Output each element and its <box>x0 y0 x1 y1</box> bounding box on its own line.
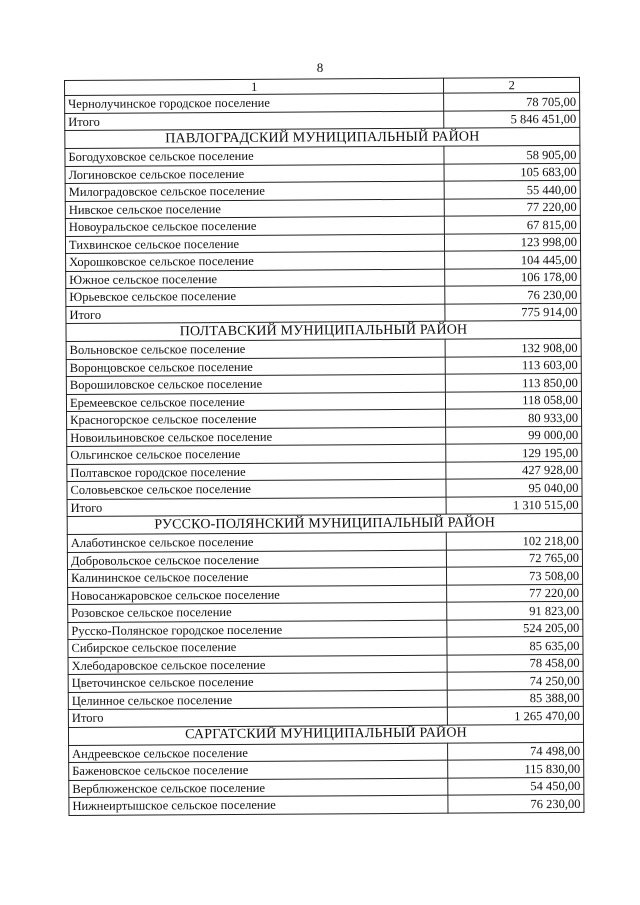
district-title: РУССКО-ПОЛЯНСКИЙ МУНИЦИПАЛЬНЫЙ РАЙОН <box>67 513 582 534</box>
table-body <box>65 77 584 815</box>
settlement-name: Милоградовское сельское поселение <box>65 181 444 201</box>
district-title: ПОЛТАВСКИЙ МУНИЦИПАЛЬНЫЙ РАЙОН <box>66 320 581 341</box>
amount-value: 78 458,00 <box>447 654 583 672</box>
settlement-name: Нижнеиртышское сельское поселение <box>69 795 448 815</box>
amount-value: 105 683,00 <box>444 163 580 181</box>
amount-value: 74 498,00 <box>448 742 584 760</box>
settlement-name: Полтавское городское поселение <box>67 462 446 482</box>
settlement-name: Добровольское сельское поселение <box>67 550 446 570</box>
amount-value: 95 040,00 <box>446 478 582 496</box>
settlement-name: Богодуховское сельское поселение <box>65 146 444 166</box>
settlement-name: Русско-Полянское городское поселение <box>68 620 447 640</box>
amount-value: 5 846 451,00 <box>444 110 580 128</box>
amount-value: 77 220,00 <box>445 198 581 216</box>
settlement-name: Красногорское сельское поселение <box>67 409 446 429</box>
amount-value: 85 388,00 <box>448 689 584 707</box>
column-header-2: 2 <box>444 77 580 93</box>
settlement-name: Ольгинское сельское поселение <box>67 444 446 464</box>
settlement-name: Логиновское сельское поселение <box>65 164 444 184</box>
amount-value: 73 508,00 <box>447 566 583 584</box>
amount-value: 55 440,00 <box>445 180 581 198</box>
settlement-name: Новосанжаровское сельское поселение <box>68 585 447 605</box>
amount-value: 123 998,00 <box>445 233 581 251</box>
amount-value: 104 445,00 <box>445 250 581 268</box>
settlement-name: Соловьевское сельское поселение <box>67 479 446 499</box>
amount-value: 524 205,00 <box>447 619 583 637</box>
settlement-name: Новоуральское сельское поселение <box>65 216 444 236</box>
amount-value: 77 220,00 <box>447 584 583 602</box>
amount-value: 76 230,00 <box>448 794 584 812</box>
settlement-name: Целинное сельское поселение <box>68 690 447 710</box>
settlement-name: Сибирское сельское поселение <box>68 637 447 657</box>
amount-value: 1 310 515,00 <box>446 496 582 514</box>
settlement-name: Цветочинское сельское поселение <box>68 672 447 692</box>
district-title: САРГАТСКИЙ МУНИЦИПАЛЬНЫЙ РАЙОН <box>68 724 583 745</box>
settlement-name: Воронцовское сельское поселение <box>66 357 445 377</box>
amount-value: 118 058,00 <box>446 391 582 409</box>
settlement-name: Юрьевское сельское поселение <box>66 286 445 306</box>
page-number: 8 <box>316 60 324 75</box>
settlement-name: Итого <box>65 111 444 131</box>
table-row <box>69 794 584 815</box>
settlement-name: Баженовское сельское поселение <box>69 760 448 780</box>
amount-value: 72 765,00 <box>447 549 583 567</box>
amount-value: 67 815,00 <box>445 215 581 233</box>
column-header-1: 1 <box>65 78 444 95</box>
settlement-name: Ворошиловское сельское поселение <box>66 374 445 394</box>
settlement-name: Калининское сельское поселение <box>67 567 446 587</box>
settlement-name: Тихвинское сельское поселение <box>65 234 444 254</box>
amount-value: 427 928,00 <box>446 461 582 479</box>
amount-value: 132 908,00 <box>445 338 581 356</box>
amount-value: 76 230,00 <box>445 285 581 303</box>
amount-value: 80 933,00 <box>446 408 582 426</box>
amount-value: 85 635,00 <box>447 636 583 654</box>
settlement-name: Вольновское сельское поселение <box>66 339 445 359</box>
amount-value: 91 823,00 <box>447 601 583 619</box>
amount-value: 113 850,00 <box>446 373 582 391</box>
amount-value: 113 603,00 <box>446 356 582 374</box>
settlement-name: Южное сельское поселение <box>66 269 445 289</box>
settlement-name: Алаботинское сельское поселение <box>67 532 446 552</box>
settlement-name: Верблюженское сельское поселение <box>69 778 448 798</box>
amount-value: 102 218,00 <box>447 531 583 549</box>
settlement-name: Хлебодаровское сельское поселение <box>68 655 447 675</box>
settlement-name: Итого <box>66 304 445 324</box>
amount-value: 58 905,00 <box>444 145 580 163</box>
settlement-name: Новоильиновское сельское поселение <box>67 427 446 447</box>
amount-value: 775 914,00 <box>445 303 581 321</box>
settlement-name: Андреевское сельское поселение <box>69 743 448 763</box>
settlement-name: Чернолучинское городское поселение <box>65 93 444 113</box>
settlement-name: Нивское сельское поселение <box>65 199 444 219</box>
amount-value: 78 705,00 <box>444 92 580 110</box>
amount-value: 129 195,00 <box>446 443 582 461</box>
settlement-name: Итого <box>67 497 446 517</box>
settlement-name: Итого <box>68 707 447 727</box>
amount-value: 106 178,00 <box>445 268 581 286</box>
settlement-name: Хорошковское сельское поселение <box>66 251 445 271</box>
amount-value: 99 000,00 <box>446 426 582 444</box>
settlement-name: Еремеевское сельское поселение <box>66 392 445 412</box>
district-title: ПАВЛОГРАДСКИЙ МУНИЦИПАЛЬНЫЙ РАЙОН <box>65 127 580 148</box>
amount-value: 54 450,00 <box>448 777 584 795</box>
amount-value: 1 265 470,00 <box>448 706 584 724</box>
budget-table <box>64 77 584 816</box>
amount-value: 115 830,00 <box>448 759 584 777</box>
amount-value: 74 250,00 <box>448 671 584 689</box>
settlement-name: Розовское сельское поселение <box>68 602 447 622</box>
